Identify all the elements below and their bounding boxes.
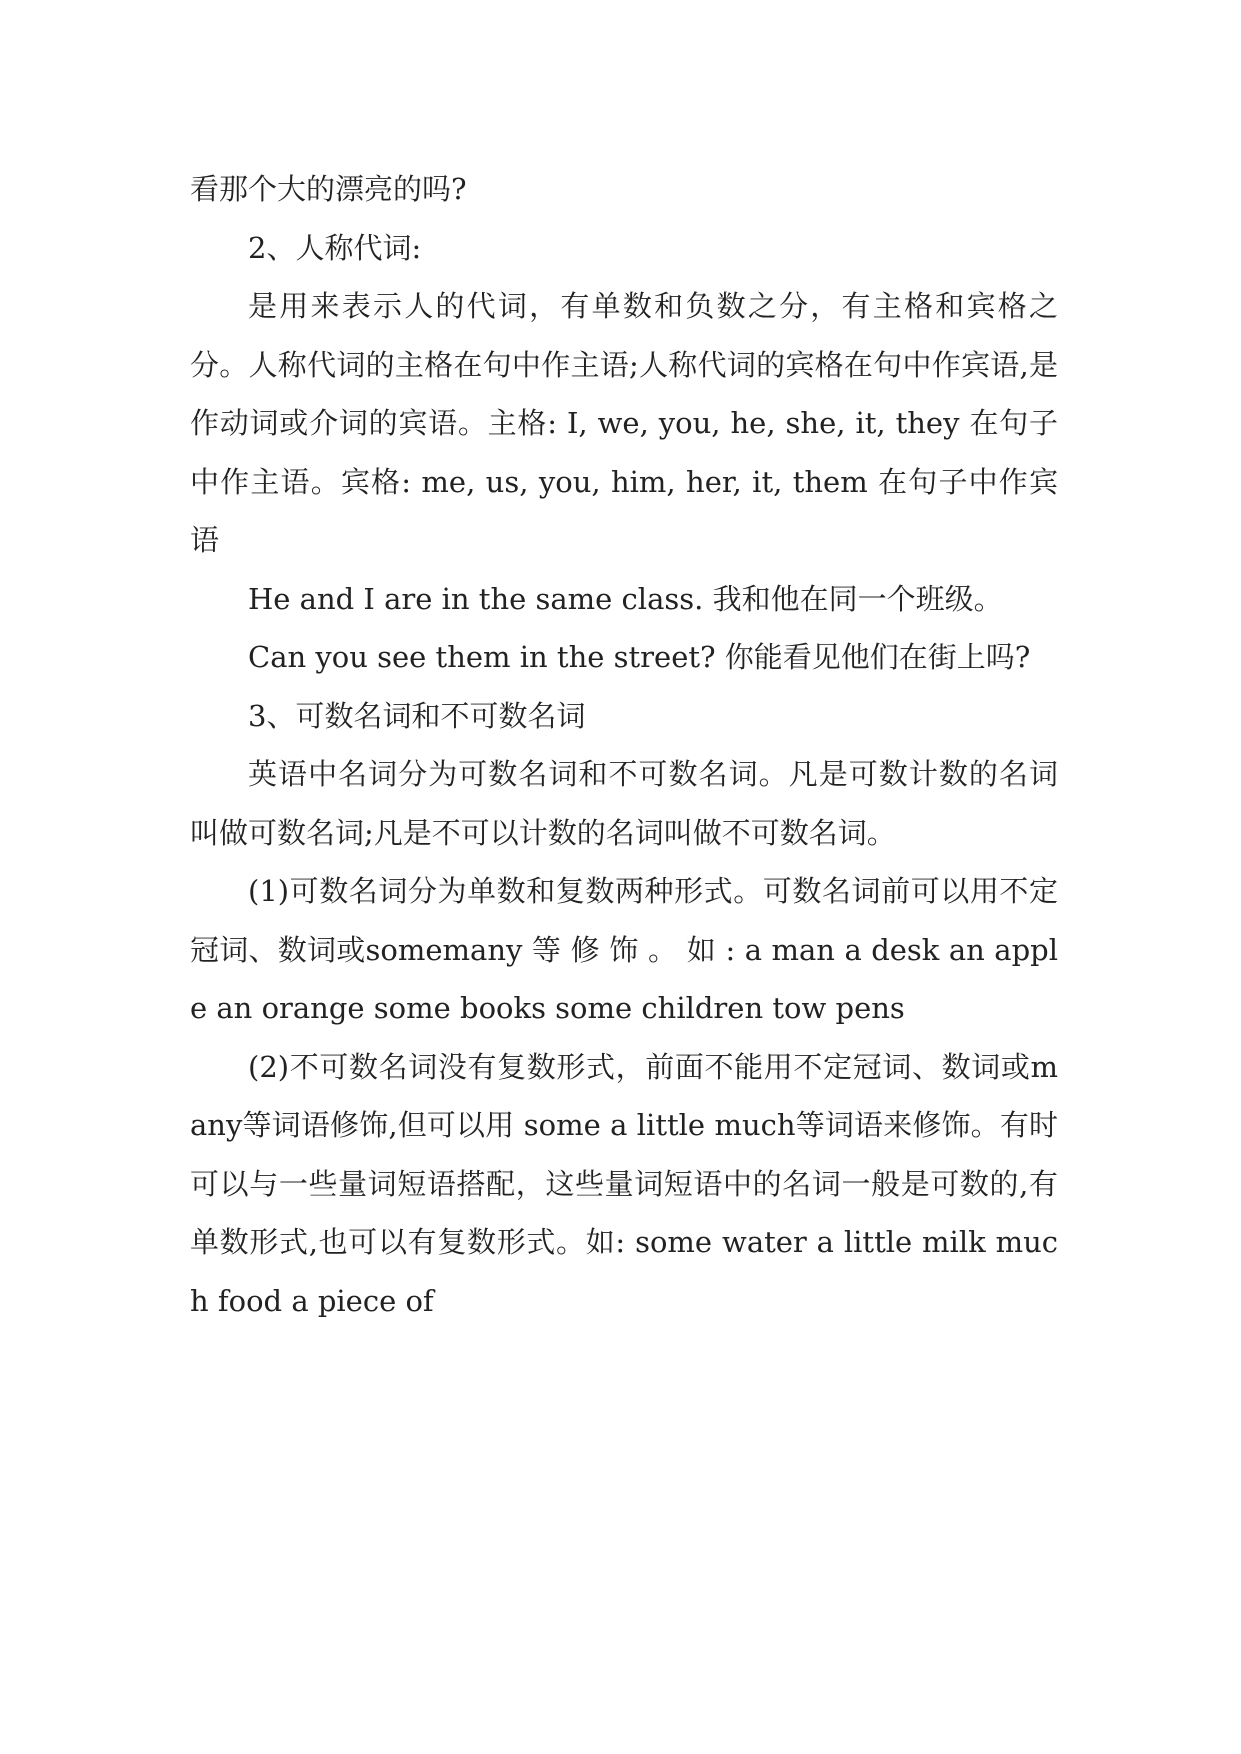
paragraph-countable-nouns: (1)可数名词分为单数和复数两种形式。可数名词前可以用不定冠词、数词或somemany 等 修 饰 。 如 : a man a desk an apple an orange some books some children tow pens <box>190 874 1058 1025</box>
paragraph-continuation: 看那个大的漂亮的吗? <box>190 172 467 206</box>
paragraph-personal-pronouns: 是用来表示人的代词，有单数和负数之分，有主格和宾格之分。人称代词的主格在句中作主语;人称代词的宾格在句中作宾语,是作动词或介词的宾语。主格: I, we, you, he, she, it, they 在句子中作主语。宾格: me, us, you, him, her, it, them 在句子中作宾语 <box>190 289 1058 557</box>
section-heading-personal-pronouns: 2、人称代词: <box>248 230 422 265</box>
paragraph-noun-types: 英语中名词分为可数名词和不可数名词。凡是可数计数的名词叫做可数名词;凡是不可以计数的名词叫做不可数名词。 <box>190 757 1058 850</box>
document-body <box>190 160 1058 1330</box>
section-heading-countable-nouns: 3、可数名词和不可数名词 <box>248 698 586 733</box>
example-sentence-1: He and I are in the same class. 我和他在同一个班级。 <box>248 581 1003 616</box>
paragraph-uncountable-nouns: (2)不可数名词没有复数形式，前面不能用不定冠词、数词或many等词语修饰,但可以用 some a little much等词语来修饰。有时可以与一些量词短语搭配，这些量词短语中的名词一般是可数的,有单数形式,也可以有复数形式。如: some water a little milk much food a piece of <box>190 1049 1058 1318</box>
example-sentence-2: Can you see them in the street? 你能看见他们在街上吗? <box>248 640 1031 674</box>
